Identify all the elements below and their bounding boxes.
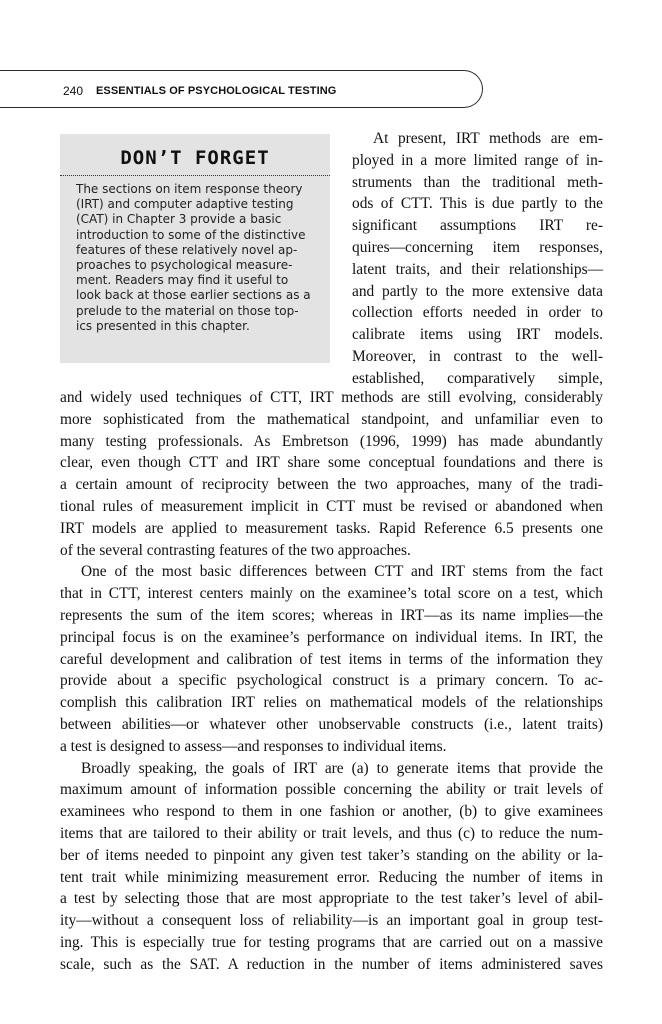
body-line: many testing professionals. As Embretson (1996, 1999) has made abundantly <box>60 432 603 450</box>
body-line: represents the sum of the item scores; whereas in IRT—as its name implies—the <box>60 606 603 624</box>
body-line: careful development and calibration of test items in terms of the information they <box>60 650 603 668</box>
sidebar-line: (CAT) in Chapter 3 provide a basic <box>76 212 282 227</box>
main-text <box>60 387 603 976</box>
body-line: ing. This is especially true for testing programs that are carried out on a massive <box>60 933 603 951</box>
body-line: a certain amount of reciprocity between the two approaches, many of the tradi- <box>60 476 603 494</box>
paragraph-2 <box>60 561 603 757</box>
paragraph-3 <box>60 758 603 976</box>
page-number: 240 <box>63 84 84 98</box>
sidebar-line: (IRT) and computer adaptive testing <box>76 197 294 212</box>
body-line: and partly to the more extensive data <box>352 282 603 300</box>
body-line: provide about a specific psychological construct is a primary concern. To ac- <box>60 672 603 690</box>
body-line: Moreover, in contrast to the well- <box>352 347 603 365</box>
dont-forget-text <box>76 182 324 334</box>
body-line: ber of items needed to pinpoint any given test taker’s standing on the ability or la- <box>60 846 603 864</box>
sidebar-line: look back at those earlier sections as a <box>76 288 311 303</box>
body-line: collection efforts needed in order to <box>352 304 603 322</box>
sidebar-line: The sections on item response theory <box>76 182 303 196</box>
body-line: clear, even though CTT and IRT share some conceptual foundations and there is <box>60 454 603 472</box>
body-line: At present, IRT methods are em- <box>373 130 603 147</box>
body-line: calibrate items using IRT models. <box>352 326 603 344</box>
body-line: Broadly speaking, the goals of IRT are (a) to generate items that provide the <box>81 759 603 777</box>
sidebar-line: introduction to some of the distinctive <box>76 227 306 242</box>
body-line: that in CTT, interest centers mainly on the examinee’s total score on a test, which <box>60 585 603 603</box>
body-line: examinees who respond to them in one fashion or another, (b) to give examinees <box>60 803 603 821</box>
body-line: and widely used techniques of CTT, IRT methods are still evolving, considerably <box>60 389 603 406</box>
body-line: ods of CTT. This is due partly to the <box>352 195 603 213</box>
sidebar-line: features of these relatively novel ap- <box>76 242 298 257</box>
body-line: a test is designed to assess—and responses to individual items. <box>60 737 447 755</box>
right-column-text <box>352 128 603 390</box>
body-line: ployed in a more limited range of in- <box>352 151 603 169</box>
body-line: established, comparatively simple, <box>352 369 603 387</box>
body-line: significant assumptions IRT re- <box>352 217 603 235</box>
dont-forget-heading: DON’T FORGET <box>120 147 270 169</box>
body-line: complish this calibration IRT relies on mathematical models of the relationships <box>60 694 603 712</box>
body-line: latent traits, and their relationships— <box>352 260 603 278</box>
sidebar-line: ment. Readers may find it useful to <box>76 273 289 288</box>
body-line: of the several contrasting features of the two approaches. <box>60 541 411 559</box>
body-line: maximum amount of information possible concerning the ability or trait levels of <box>60 781 603 799</box>
body-line: between abilities—or whatever other unobservable constructs (i.e., latent traits) <box>60 715 603 733</box>
sidebar-line: prelude to the material on those top- <box>76 303 299 318</box>
body-line: scale, such as the SAT. A reduction in the number of items administered saves <box>60 955 603 973</box>
body-line: IRT models are applied to measurement tasks. Rapid Reference 6.5 presents one <box>60 519 603 537</box>
body-line: One of the most basic differences between CTT and IRT stems from the fact <box>81 563 603 581</box>
running-title: ESSENTIALS OF PSYCHOLOGICAL TESTING <box>96 85 337 97</box>
dotted-divider <box>60 175 330 176</box>
body-line: principal focus is on the examinee’s performance on individual items. In IRT, the <box>60 628 603 646</box>
body-line: struments than the traditional meth- <box>352 173 603 191</box>
paragraph-1 <box>60 387 603 561</box>
body-line: tent trait while minimizing measurement error. Reducing the number of items in <box>60 868 603 886</box>
body-line: more sophisticated from the mathematical standpoint, and unfamiliar even to <box>60 410 603 428</box>
sidebar-line: ics presented in this chapter. <box>76 318 250 333</box>
body-line: quires—concerning item responses, <box>352 238 603 256</box>
body-line: tional rules of measurement implicit in CTT must be revised or abandoned when <box>60 497 603 515</box>
dont-forget-box <box>60 134 330 363</box>
sidebar-line: proaches to psychological measure- <box>76 257 293 272</box>
body-line: ity—without a consequent loss of reliability—is an important goal in group test- <box>60 912 603 930</box>
body-line: items that are tailored to their ability or trait levels, and thus (c) to reduce the num- <box>60 824 603 842</box>
body-line: a test by selecting those that are most appropriate to the test taker’s level of abil- <box>60 890 603 908</box>
